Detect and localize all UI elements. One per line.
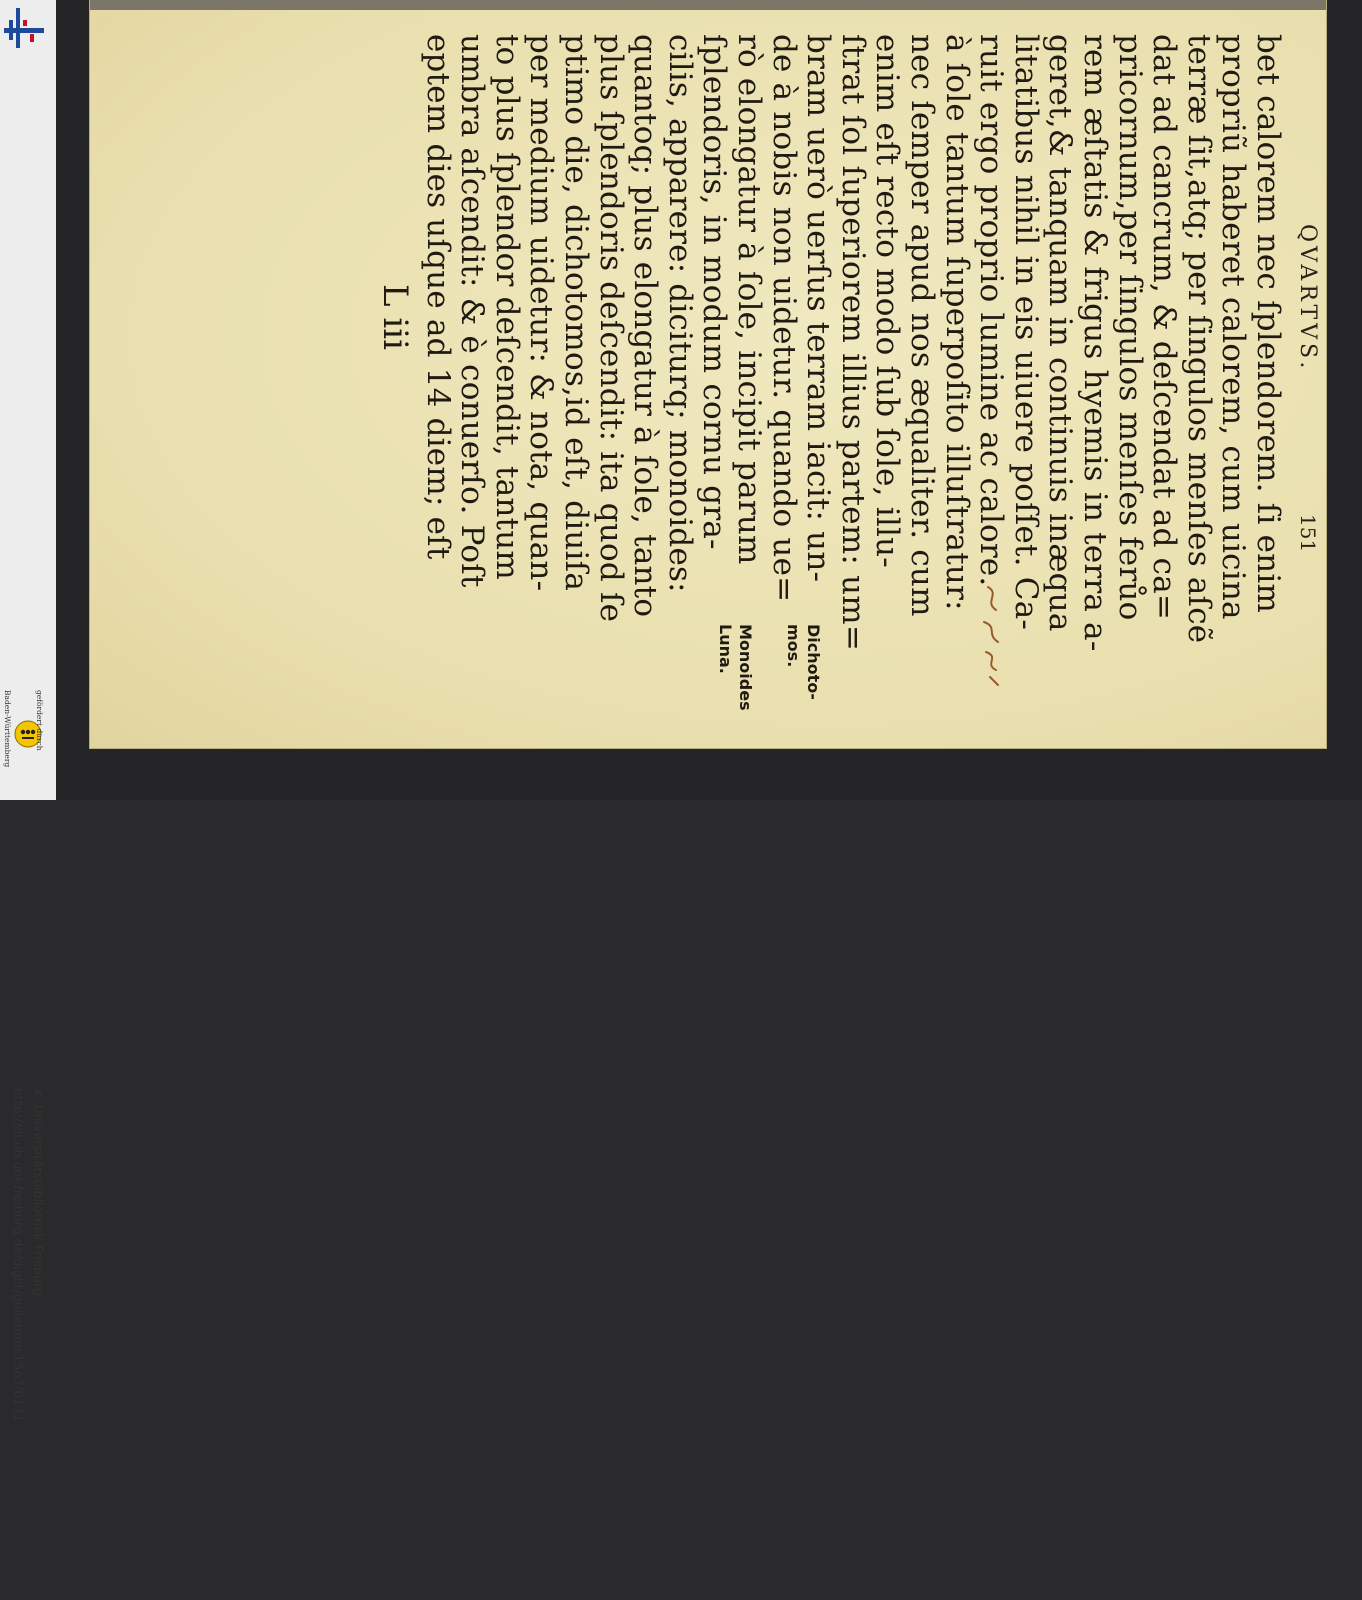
page-text-block [375, 14, 1320, 711]
page-edge [90, 0, 1326, 10]
text-line: dat ad cancrum, & deſcendat ad ca= [1146, 34, 1183, 621]
margin-note-dichoto: Dichoto- [804, 624, 823, 700]
text-line: enim eſt recto modo ſub ſole, illu- [869, 34, 906, 568]
signature-mark: L iii [375, 284, 415, 351]
text-line: rem æſtatis & frigus hyemis in terra a- [1077, 34, 1113, 652]
margin-note-luna: Luna. [716, 624, 735, 674]
text-line: bram uerò uerſus terram iacit: un- [800, 34, 837, 583]
margin-note-monoides: Monoides [736, 624, 755, 711]
text-line: terræ ſit,atq; per ſingulos menſes aſcẽ [1180, 34, 1217, 644]
text-line: de à nobis non uidetur. quando ue= [765, 34, 802, 603]
text-line: cilis, apparere: diciturq; monoides: [661, 34, 698, 593]
text-line: ſtrat ſol ſuperiorem illius partem: um= [834, 34, 871, 652]
sponsor-line-1: gefördert durch [35, 690, 44, 751]
text-line: bet calorem nec ſplendorem. ſi enim [1250, 34, 1286, 614]
folio-number: 151 [1296, 514, 1320, 553]
copyright-text: © Universitätsbibliothek Freiburg [31, 1088, 46, 1296]
viewer-sidebar [0, 0, 57, 1423]
text-line: to plus ſplendor deſcendit, tantum [488, 34, 525, 580]
text-line: litatibus nihil in eis uiuere poſſet. Ca- [1007, 34, 1044, 631]
scan-viewport[interactable] [56, 0, 1362, 800]
text-line: eptem dies uſque ad 14 diem; eſt [419, 34, 456, 560]
university-logo-icon [4, 8, 48, 48]
text-line: umbra aſcendit: & è conuerſo. Poſt [454, 34, 491, 588]
text-line: ruit ergo proprio lumine ac calore. [973, 34, 1010, 587]
text-line: nec ſemper apud nos æqualiter. cum [904, 34, 940, 617]
text-line: quantoq; plus elongatur à ſole, tanto [627, 34, 664, 618]
text-line: rò elongatur à ſole, incipit parum [731, 34, 767, 565]
text-line: geret,& tanquam in continuis inæqua [1042, 34, 1079, 632]
sponsor-line-2: Baden-Württemberg [3, 690, 12, 768]
handwritten-annotation-icon [978, 582, 1008, 692]
text-line: ptimo die, dichotomos,id eſt, diuiſa [558, 34, 594, 592]
margin-note-mos: mos. [784, 624, 803, 668]
source-url-link[interactable]: http://dl.ub.uni-freiburg.de/diglit/guilelmus1567/0171 [11, 1088, 26, 1423]
running-head: QVARTVS. [1295, 224, 1320, 373]
book-page [90, 0, 1326, 748]
text-line: propriũ haberet calorem, cum uicina [1215, 34, 1252, 620]
text-line: plus ſplendoris deſcendit: ita quod ſe [592, 34, 629, 623]
sponsor-badge [0, 690, 56, 800]
text-line: à ſole tantum ſuperpoſito illuſtratur: [938, 34, 975, 611]
text-line: pricornum,per ſingulos menſes ferůo [1111, 34, 1148, 621]
text-line: per medium uidetur: & nota, quan- [523, 34, 560, 592]
text-line: ſplendoris, in modum cornu gra- [696, 34, 733, 550]
